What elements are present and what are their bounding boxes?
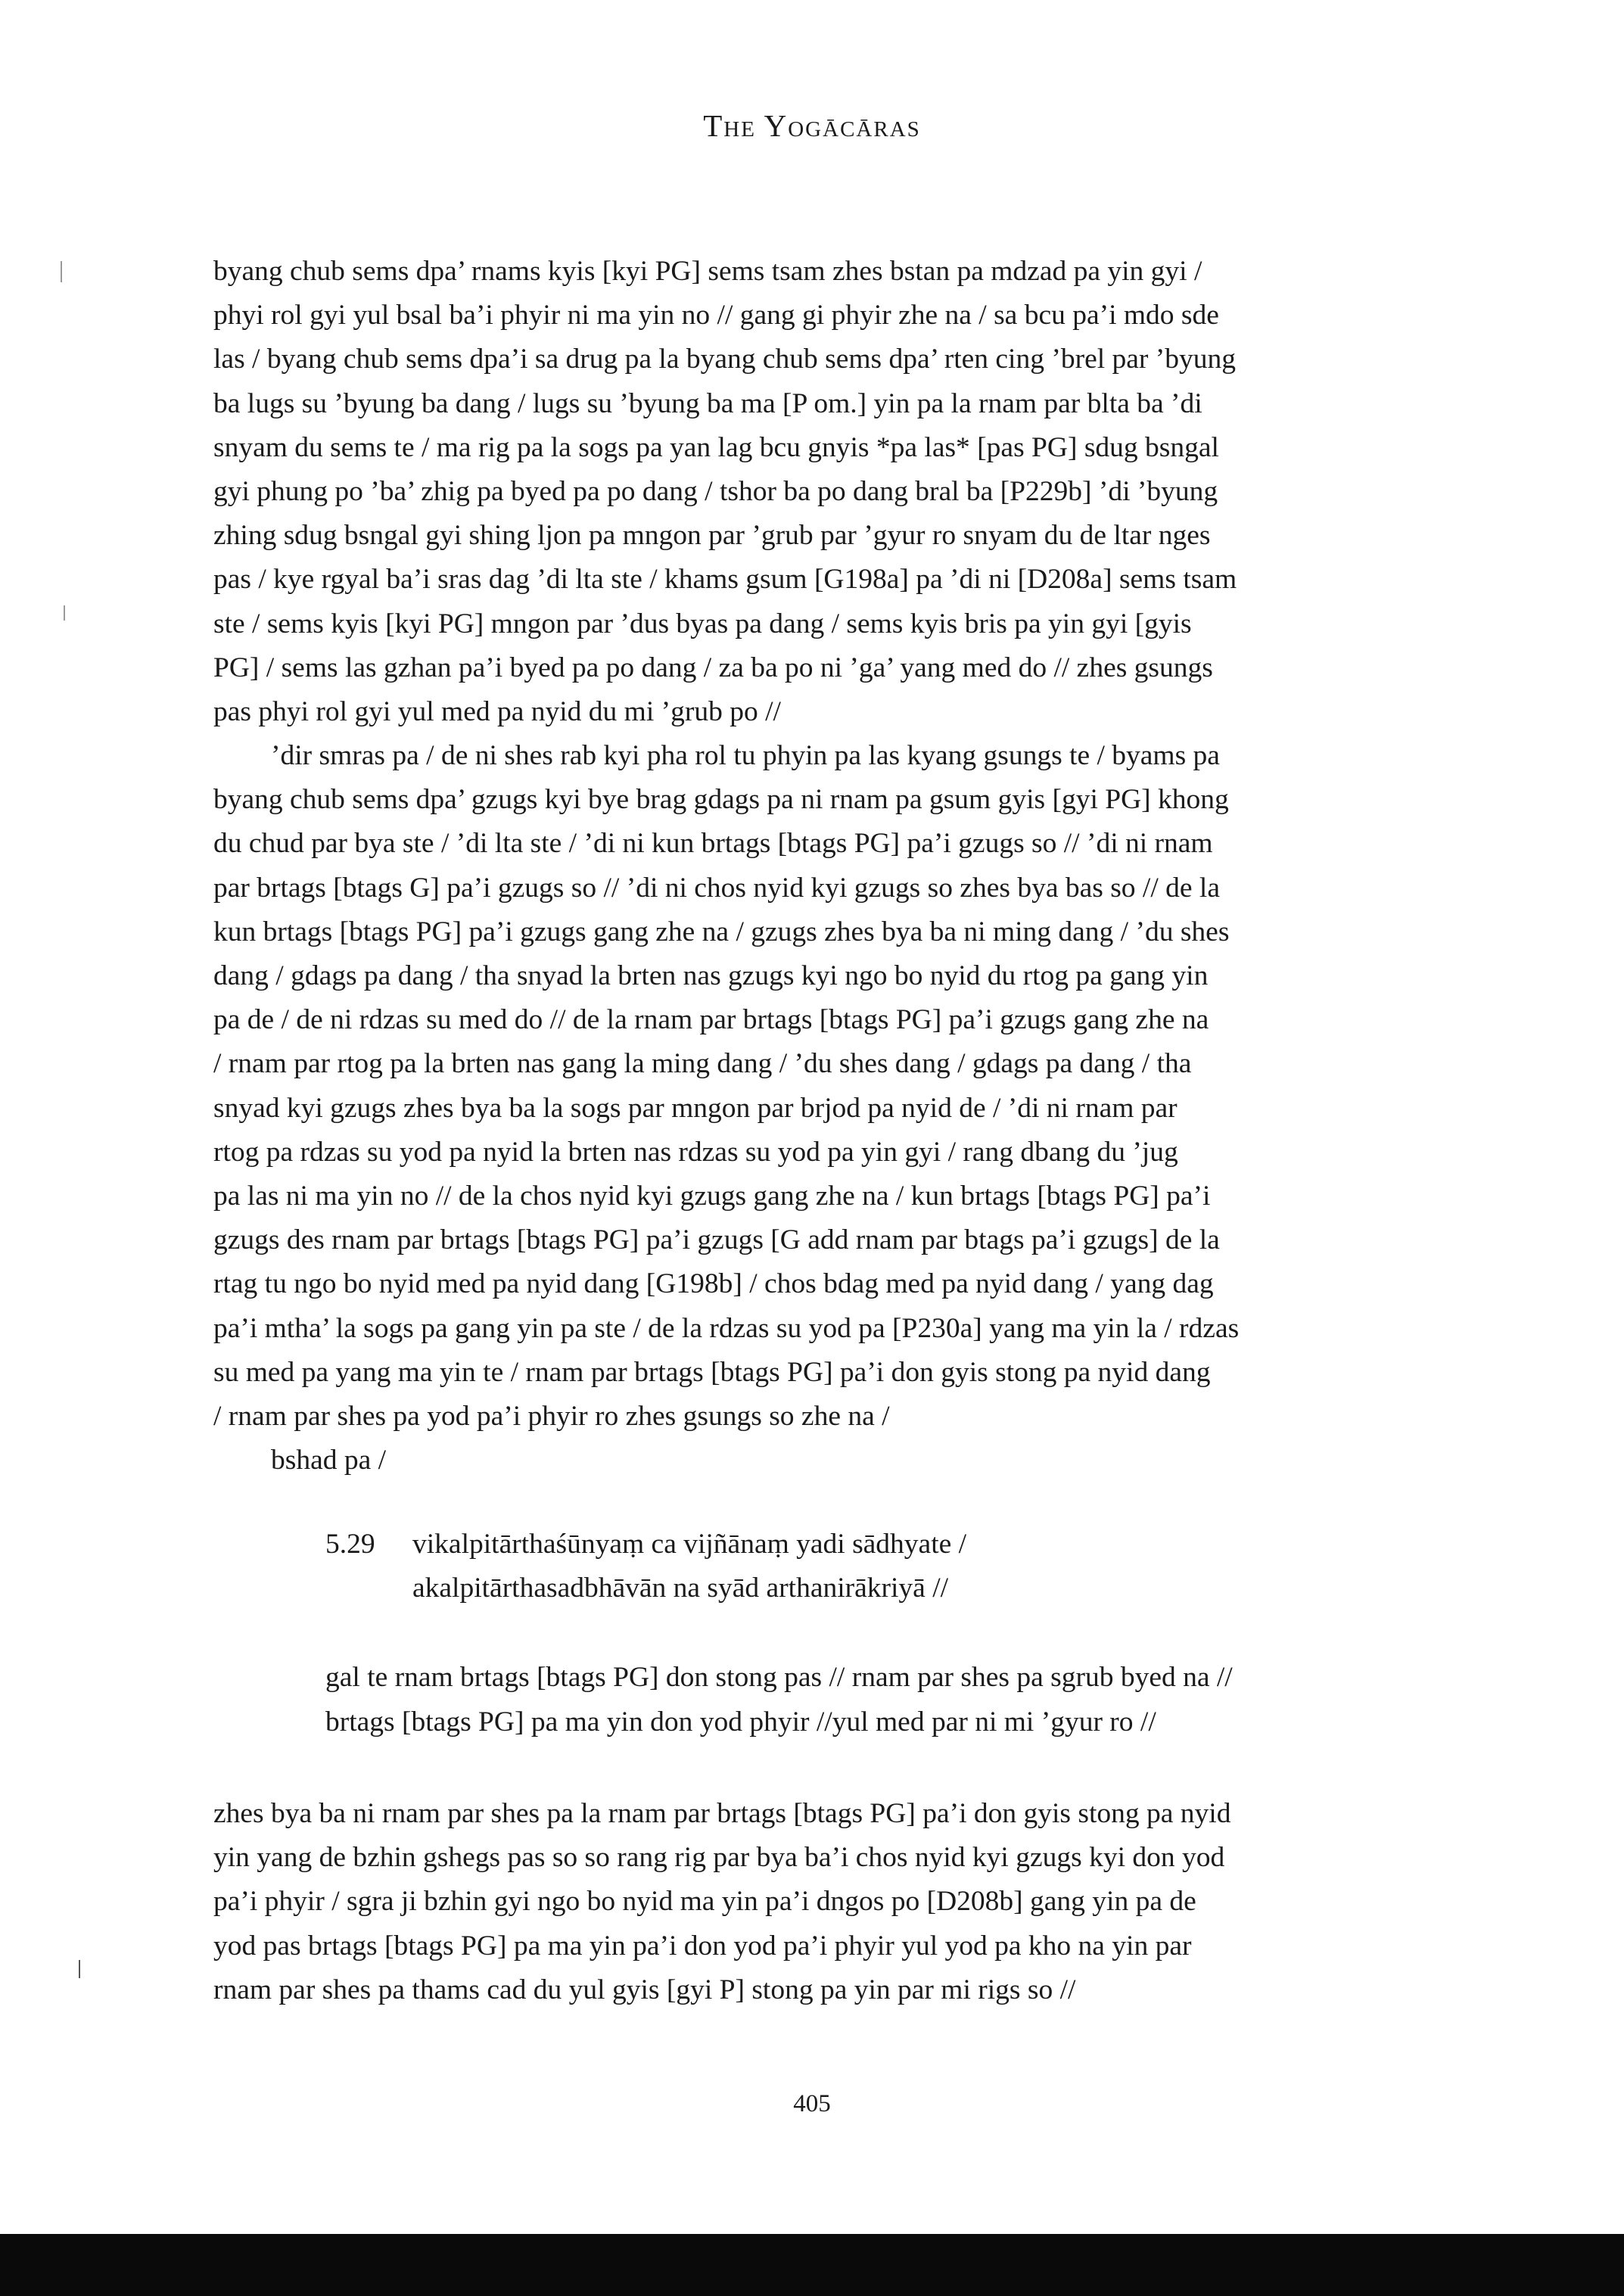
text-line: / rnam par rtog pa la brten nas gang la ming dang / ’du shes dang / gdags pa dang / tha: [213, 1048, 1192, 1080]
text-line: gyi phung po ’ba’ zhig pa byed pa po dang / tshor ba po dang bral ba [P229b] ’di ’byung: [213, 476, 1218, 508]
text-line: pa’i mtha’ la sogs pa gang yin pa ste / de la rdzas su yod pa [P230a] yang ma yin la / rdzas: [213, 1312, 1240, 1344]
text-line: las / byang chub sems dpa’i sa drug pa la byang chub sems dpa’ rten cing ’brel par ’byung: [213, 344, 1237, 375]
text-line: byang chub sems dpa’ gzugs kyi bye brag gdags pa ni rnam pa gsum gyis [gyi PG] khong: [213, 784, 1229, 816]
text-line: gzugs des rnam par brtags [btags PG] pa’i gzugs [G add rnam par btags pa’i gzugs] de la: [213, 1224, 1220, 1256]
verse-line: vikalpitārthaśūnyaṃ ca vijñānaṃ yadi sādhyate /: [412, 1529, 967, 1560]
text-line: yod pas brtags [btags PG] pa ma yin pa’i don yod pa’i phyir yul yod pa kho na yin par: [213, 1930, 1192, 1962]
text-line: byang chub sems dpa’ rnams kyis [kyi PG] sems tsam zhes bstan pa mdzad pa yin gyi /: [213, 256, 1202, 287]
text-line: PG] / sems las gzhan pa’i byed pa po dang / za ba po ni ’ga’ yang med do // zhes gsungs: [213, 652, 1213, 683]
text-line: pas / kye rgyal ba’i sras dag ’di lta ste / khams gsum [G198a] pa ’di ni [D208a] sems tsam: [213, 564, 1237, 596]
text-line: zhes bya ba ni rnam par shes pa la rnam par brtags [btags PG] pa’i don gyis stong pa nyid: [213, 1798, 1231, 1829]
text-line: su med pa yang ma yin te / rnam par brtags [btags PG] pa’i don gyis stong pa nyid dang: [213, 1356, 1211, 1388]
scan-mark: [64, 605, 65, 621]
sanskrit-verse: [412, 1523, 966, 1610]
text-line: snyad kyi gzugs zhes bya ba la sogs par mngon par brjod pa nyid de / ’di ni rnam par: [213, 1092, 1178, 1124]
text-line: bshad pa /: [271, 1445, 387, 1476]
text-line: ste / sems kyis [kyi PG] mngon par ’dus byas pa dang / sems kyis bris pa yin gyi [gyis: [213, 608, 1192, 639]
text-line: / rnam par shes pa yod pa’i phyir ro zhes gsungs so zhe na /: [213, 1401, 890, 1433]
text-line: pas phyi rol gyi yul med pa nyid du mi ’grub po //: [213, 696, 781, 728]
tibetan-verse: [325, 1656, 1233, 1744]
paragraph-3: [213, 1792, 1391, 2012]
running-head: The Yogācāras: [703, 108, 921, 143]
paragraph-1: [213, 250, 1391, 734]
text-line: rtag tu ngo bo nyid med pa nyid dang [G198b] / chos bdag med pa nyid dang / yang dag: [213, 1268, 1214, 1300]
text-line: pa las ni ma yin no // de la chos nyid kyi gzugs gang zhe na / kun brtags [btags PG] pa’i: [213, 1181, 1211, 1212]
text-line: kun brtags [btags PG] pa’i gzugs gang zhe na / gzugs zhes bya ba ni ming dang / ’du shes: [213, 916, 1230, 947]
text-line: yin yang de bzhin gshegs pas so so rang rig par bya ba’i chos nyid kyi gzugs kyi don yod: [213, 1842, 1225, 1874]
text-line: pa de / de ni rdzas su med do // de la rnam par brtags [btags PG] pa’i gzugs gang zhe na: [213, 1004, 1209, 1036]
scan-mark: [79, 1960, 80, 1978]
text-line: zhing sdug bsngal gyi shing ljon pa mngon par ’grub par ’gyur ro snyam du de ltar nges: [213, 520, 1211, 552]
text-line: ’dir smras pa / de ni shes rab kyi pha rol tu phyin pa las kyang gsungs te / byams pa: [271, 740, 1220, 771]
text-line: phyi rol gyi yul bsal ba’i phyir ni ma yin no // gang gi phyir zhe na / sa bcu pa’i mdo sde: [213, 300, 1219, 331]
text-line: rnam par shes pa thams cad du yul gyis [gyi P] stong pa yin par mi rigs so //: [213, 1974, 1076, 2005]
verse-number: 5.29: [325, 1529, 375, 1560]
text-line: du chud par bya ste / ’di lta ste / ’di ni kun brtags [btags PG] pa’i gzugs so // ’di ni rnam: [213, 828, 1213, 860]
verse-line: akalpitārthasadbhāvān na syād arthanirākriyā //: [412, 1573, 949, 1604]
scan-mark: [61, 261, 62, 282]
verse-line: gal te rnam brtags [btags PG] don stong pas // rnam par shes pa sgrub byed na //: [325, 1662, 1233, 1693]
paragraph-2: [213, 734, 1391, 1482]
verse-line: brtags [btags PG] pa ma yin don yod phyir //yul med par ni mi ’gyur ro //: [325, 1706, 1156, 1738]
scan-bottom-edge: [0, 2234, 1624, 2296]
text-line: ba lugs su ’byung ba dang / lugs su ’byung ba ma [P om.] yin pa la rnam par blta ba ’di: [213, 387, 1202, 419]
text-line: rtog pa rdzas su yod pa nyid la brten nas rdzas su yod pa yin gyi / rang dbang du ’jug: [213, 1136, 1178, 1168]
text-line: dang / gdags pa dang / tha snyad la brten nas gzugs kyi ngo bo nyid du rtog pa gang yin: [213, 960, 1209, 992]
text-line: par brtags [btags G] pa’i gzugs so // ’di ni chos nyid kyi gzugs so zhes bya bas so // de la: [213, 872, 1220, 904]
page-number: 405: [793, 2090, 831, 2117]
text-line: pa’i phyir / sgra ji bzhin gyi ngo bo nyid ma yin pa’i dngos po [D208b] gang yin pa de: [213, 1886, 1196, 1918]
text-line: snyam du sems te / ma rig pa la sogs pa yan lag bcu gnyis *pa las* [pas PG] sdug bsngal: [213, 431, 1219, 463]
